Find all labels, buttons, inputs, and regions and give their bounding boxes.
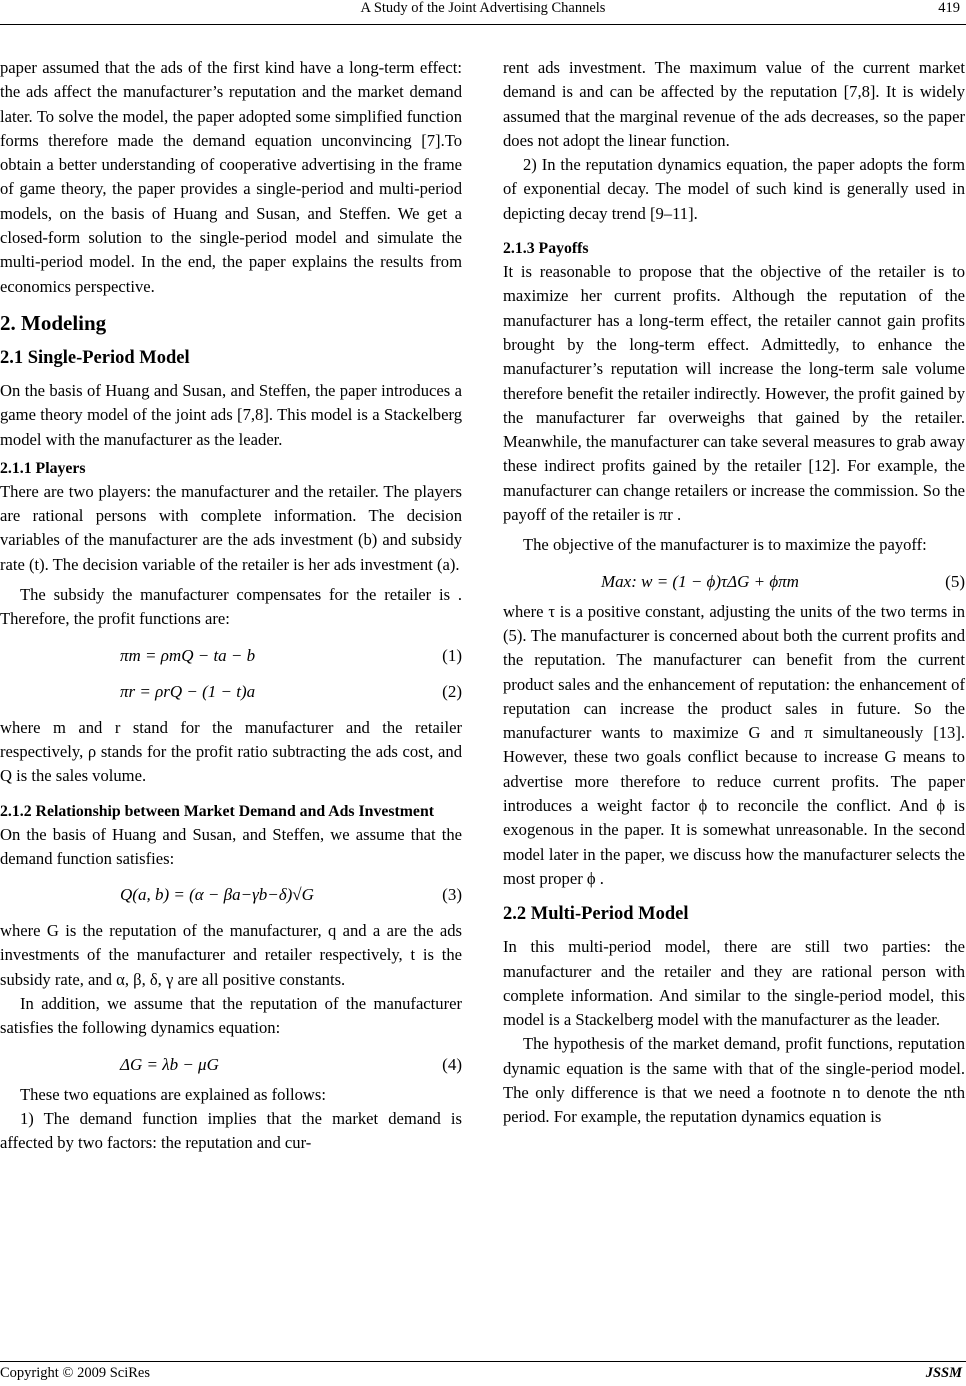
subsection-heading-single-period: 2.1 Single-Period Model [0, 347, 190, 368]
heading-payoffs: 2.1.3 Payoffs [503, 240, 589, 258]
equation-3 [0, 877, 462, 919]
where-paragraph-1: where m and r stand for the manufacturer and the retailer respectively, ρ stands for the profit ratio subtracting the ads cost, and Q is the sales volume. [0, 717, 462, 786]
footer-rule [0, 1361, 966, 1362]
left-column [0, 56, 462, 1156]
where-paragraph-2: where G is the reputation of the manufacturer, q and a are the ads investments of the manufacturer and retailer respectively, t is the subsidy rate, and α, β, δ, γ are all positive constants. [0, 921, 462, 989]
equation-2-number: (2) [442, 681, 462, 701]
right-column [503, 56, 965, 1130]
copyright-notice: Copyright © 2009 SciRes [0, 1365, 150, 1381]
equation-3-expression: Q(a, b) = (α − βa−γb−δ)√G [120, 885, 314, 905]
multi-period-paragraph: In this multi-period model, there are still two parties: the manufacturer and the retailer and they are rational person with complete information. And similar to the single-period model, this model is a Stackelberg model with the manufacturer as the leader. [503, 937, 965, 1030]
equation-1 [0, 638, 462, 674]
header-rule [0, 24, 966, 25]
journal-abbreviation: JSSM [925, 1365, 962, 1381]
players-paragraph: There are two players: the manufacturer and the retailer. The players are rational persons with complete information. The decision variables of the manufacturer are the ads investment (b) and subsidy rate (t). The decision variable of the retailer is her ads investment (a). [0, 481, 462, 574]
equation-5 [503, 564, 965, 600]
subsection-heading-multi-period: 2.2 Multi-Period Model [503, 904, 689, 925]
payoffs-paragraph: It is reasonable to propose that the objective of the retailer is to maximize her current profits. Although the reputation of the manufacturer has a long-term effect, the retailer cannot gain profits brought by the long-term effect. Admittedly, to enhance the manufacturer’s reputation will increase the long-term sale volume therefore benefit the retailer indirectly. However, the profit gained by the manufacturer far overweighs that gained by the retailer. Meanwhile, the manufacturer can take several measures to grab away these indirect profits gained by the retailer [12]. For example, the manufacturer can change retailers or increase the commission. So the payoff of the retailer is πr . [503, 262, 965, 525]
heading-relationship: 2.1.2 Relationship between Market Demand and Ads Investment [0, 802, 434, 820]
explained-paragraph: These two equations are explained as follows: [20, 1084, 326, 1104]
equation-3-number: (3) [442, 885, 462, 905]
subsidy-paragraph: The subsidy the manufacturer compensates for the retailer is . Therefore, the profit functions are: [0, 585, 462, 629]
running-header [0, 0, 966, 20]
heading-players: 2.1.1 Players [0, 459, 86, 477]
continued-paragraph: rent ads investment. The maximum value of the current market demand is and can be affected by the reputation [7,8]. It is widely assumed that the marginal revenue of the ads decreases, so the paper does not adopt the linear function. [503, 58, 965, 150]
where-paragraph-3: where τ is a positive constant, adjusting the units of the two terms in (5). The manufacturer is concerned about both the current profits and the reputation. The manufacturer can benefit from the current product sales and the enhancement of reputation: the enhancement of reputation can increase the product sales in future. So the manufacturer wants to maximize G and π simultaneously [13]. However, these two goals conflict because to increase G means to advertise more therefore to reduce current profits. The paper introduces a weight factor ϕ to reconcile the conflict. And ϕ is exogenous in the paper. It is somewhat unreasonable. In the second model later in the paper, we discuss how the manufacturer selects the most proper ϕ . [503, 601, 965, 888]
equation-2-expression: πr = ρrQ − (1 − t)a [120, 681, 256, 701]
equation-5-expression: Max: w = (1 − ϕ)τΔG + ϕπm [601, 571, 799, 591]
objective-paragraph: The objective of the manufacturer is to maximize the payoff: [523, 535, 927, 555]
intro-paragraph: paper assumed that the ads of the first kind have a long-term effect: the ads affect the manufacturer’s reputation and the market demand later. To solve the model, the paper adopted some simplified function forms therefore made the demand equation unconvincing [7].To obtain a better understanding of cooperative advertising in the frame of game theory, the paper provides a single-period and multi-period models, on the basis of Huang and Susan, and Steffen. We get a closed-form solution to the single-period model and simulate the multi-period model. In the end, the paper explains the results from economics perspective. [0, 58, 462, 296]
equation-1-number: (1) [442, 645, 462, 665]
addition-paragraph: In addition, we assume that the reputation of the manufacturer satisfies the following dynamics equation: [0, 994, 462, 1038]
single-period-paragraph: On the basis of Huang and Susan, and Steffen, the paper introduces a game theory model of the joint ads [7,8]. This model is a Stackelberg model with the manufacturer as the leader. [0, 380, 462, 449]
equation-4-expression: ΔG = λb − μG [120, 1054, 219, 1074]
equation-1-expression: πm = ρmQ − ta − b [120, 645, 256, 665]
hypothesis-paragraph: The hypothesis of the market demand, profit functions, reputation dynamic equation is the same with that of the single-period model. The only difference is that we need a footnote n to denote the nth period. For example, the reputation dynamics equation is [503, 1034, 965, 1127]
page-number: 419 [938, 0, 960, 16]
equation-4-number: (4) [442, 1054, 462, 1074]
equation-4 [0, 1047, 462, 1083]
demand-paragraph: On the basis of Huang and Susan, and Steffen, we assume that the demand function satisfies: [0, 824, 462, 868]
equation-5-number: (5) [945, 571, 965, 591]
running-title: A Study of the Joint Advertising Channels [360, 0, 606, 16]
equation-2 [0, 674, 462, 710]
section-heading-modeling: 2. Modeling [0, 310, 107, 335]
item-1-paragraph: 1) The demand function implies that the market demand is affected by two factors: the reputation and cur- [0, 1108, 462, 1153]
item-2-paragraph: 2) In the reputation dynamics equation, the paper adopts the form of exponential decay. The model of such kind is generally used in depicting decay trend [9–11]. [503, 155, 965, 223]
